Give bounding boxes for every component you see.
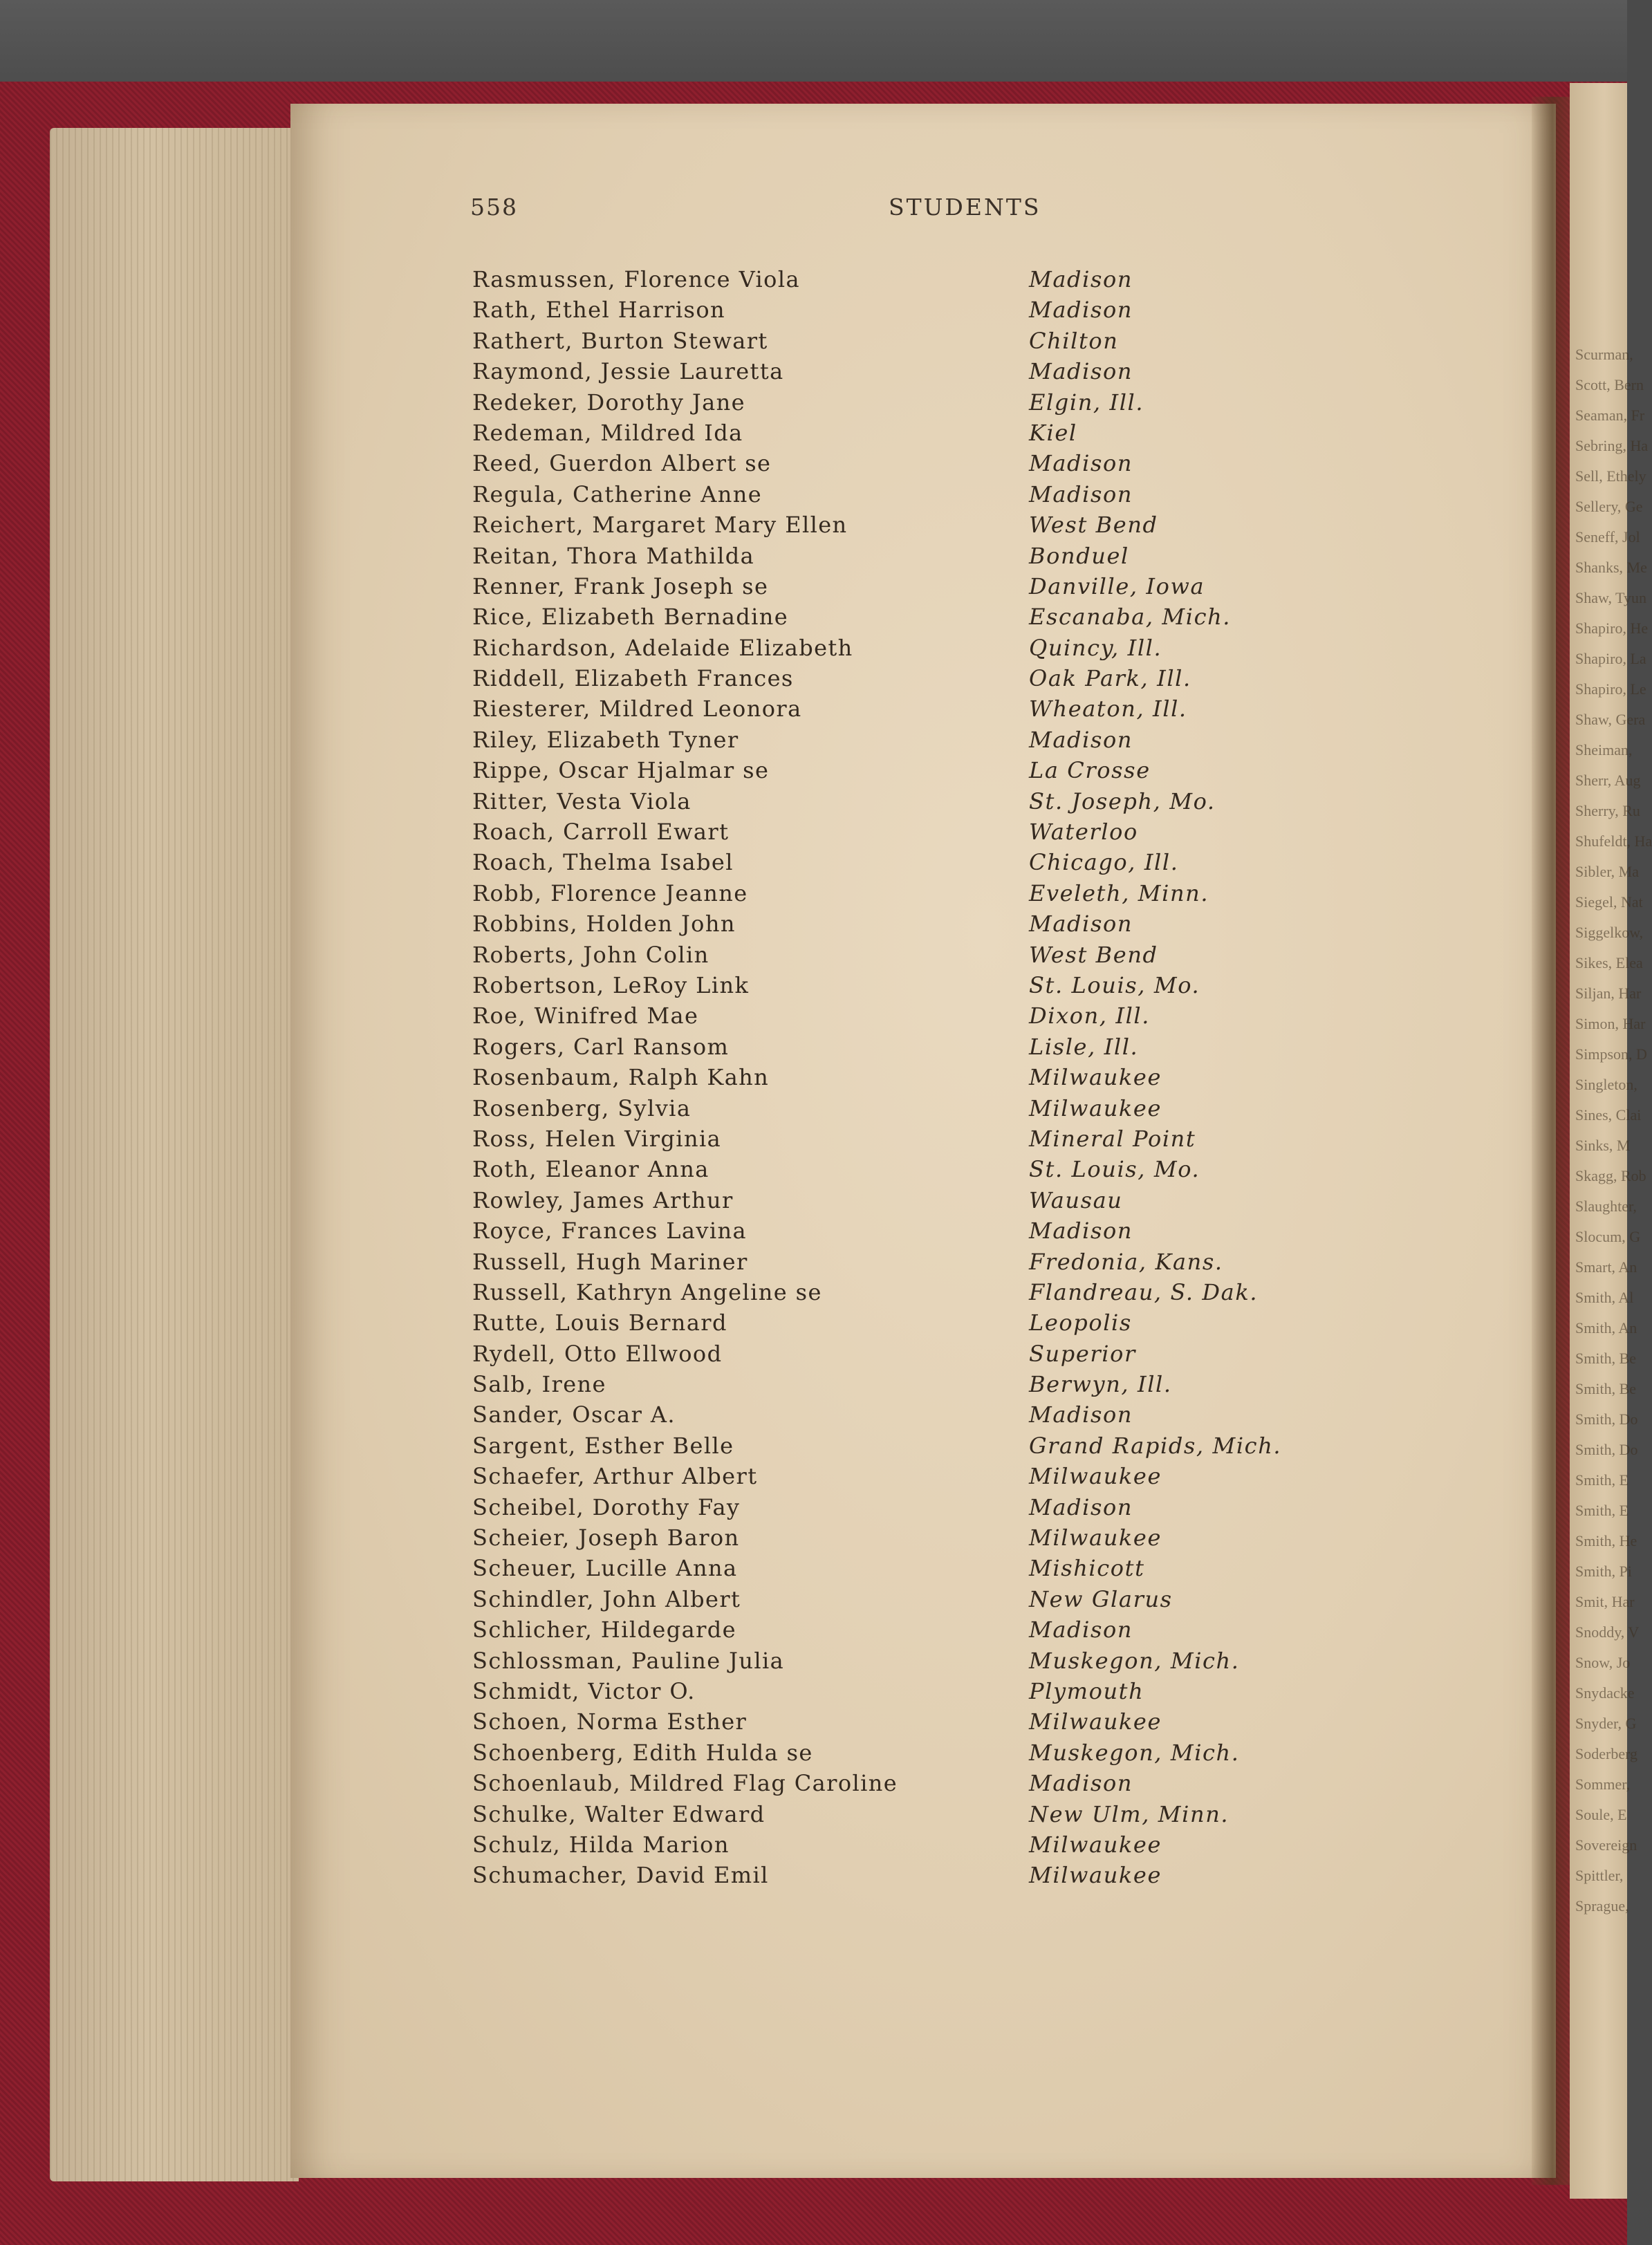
student-hometown: Escanaba, Mich. bbox=[1029, 604, 1232, 631]
adjacent-page-text: Smith, Do bbox=[1575, 1441, 1638, 1458]
student-entry bbox=[472, 295, 1344, 325]
adjacent-page-text: Shapiro, He bbox=[1575, 620, 1649, 637]
student-list bbox=[472, 264, 1344, 1891]
adjacent-page-text: Spittler, bbox=[1575, 1867, 1624, 1884]
student-hometown: Milwaukee bbox=[1029, 1525, 1162, 1552]
adjacent-page-text: Smith, E bbox=[1575, 1471, 1629, 1489]
student-entry bbox=[472, 1062, 1344, 1092]
student-hometown: Bonduel bbox=[1029, 542, 1129, 569]
adjacent-page-text: Siggelkow, bbox=[1575, 924, 1644, 941]
student-name: Riesterer, Mildred Leonora bbox=[472, 696, 802, 723]
student-entry bbox=[472, 817, 1344, 847]
student-entry bbox=[472, 448, 1344, 478]
student-hometown: Milwaukee bbox=[1029, 1831, 1162, 1858]
student-entry bbox=[472, 1154, 1344, 1184]
adjacent-page-text: Smith, Do bbox=[1575, 1410, 1638, 1428]
adjacent-page-text: Singleton, bbox=[1575, 1076, 1637, 1093]
student-hometown: West Bend bbox=[1029, 512, 1158, 539]
student-name: Schulz, Hilda Marion bbox=[472, 1831, 730, 1858]
adjacent-page-text: Siljan, Har bbox=[1575, 985, 1642, 1002]
student-hometown: Madison bbox=[1029, 481, 1133, 507]
adjacent-page-text: Smith, Pi bbox=[1575, 1563, 1632, 1580]
student-hometown: Madison bbox=[1029, 450, 1133, 477]
student-entry bbox=[472, 1032, 1344, 1062]
adjacent-page-text: Snydacke bbox=[1575, 1684, 1635, 1702]
book-gutter bbox=[1532, 97, 1573, 2185]
student-entry bbox=[472, 1185, 1344, 1215]
student-entry bbox=[472, 786, 1344, 817]
adjacent-page-text: Shaw, Gera bbox=[1575, 711, 1646, 728]
adjacent-page-text: Smith, Be bbox=[1575, 1380, 1637, 1397]
student-entry bbox=[472, 1399, 1344, 1430]
student-entry bbox=[472, 1339, 1344, 1369]
student-name: Renner, Frank Joseph se bbox=[472, 572, 769, 599]
adjacent-page-text: Sprague, bbox=[1575, 1897, 1629, 1915]
student-name: Rath, Ethel Harrison bbox=[472, 297, 725, 324]
student-name: Schoenberg, Edith Hulda se bbox=[472, 1739, 813, 1766]
adjacent-page-text: Shapiro, Le bbox=[1575, 680, 1646, 698]
student-hometown: Superior bbox=[1029, 1340, 1136, 1367]
student-entry bbox=[472, 1738, 1344, 1768]
student-entry bbox=[472, 1124, 1344, 1154]
student-name: Robbins, Holden John bbox=[472, 911, 736, 938]
student-entry bbox=[472, 387, 1344, 418]
adjacent-page-text: Seaman, Fr bbox=[1575, 407, 1645, 424]
student-hometown: Elgin, Ill. bbox=[1029, 389, 1144, 416]
student-entry bbox=[472, 909, 1344, 939]
student-name: Scheier, Joseph Baron bbox=[472, 1525, 740, 1552]
student-name: Regula, Catherine Anne bbox=[472, 481, 763, 507]
adjacent-page-text: Smith, Be bbox=[1575, 1350, 1637, 1367]
adjacent-page-text: Scott, Bern bbox=[1575, 376, 1644, 393]
student-entry bbox=[472, 326, 1344, 356]
student-entry bbox=[472, 479, 1344, 510]
student-hometown: Berwyn, Ill. bbox=[1029, 1371, 1172, 1398]
adjacent-page-text: Soderberg bbox=[1575, 1745, 1638, 1762]
page-edges bbox=[50, 128, 299, 2181]
student-name: Rowley, James Arthur bbox=[472, 1186, 734, 1213]
student-hometown: Milwaukee bbox=[1029, 1708, 1162, 1735]
adjacent-page-text: Shanks, Me bbox=[1575, 559, 1647, 576]
student-hometown: Milwaukee bbox=[1029, 1862, 1162, 1889]
student-name: Sargent, Esther Belle bbox=[472, 1432, 734, 1459]
student-name: Raymond, Jessie Lauretta bbox=[472, 358, 784, 385]
student-entry bbox=[472, 418, 1344, 448]
student-hometown: Milwaukee bbox=[1029, 1094, 1162, 1121]
student-hometown: Leopolis bbox=[1029, 1310, 1132, 1336]
student-entry bbox=[472, 1000, 1344, 1031]
student-hometown: Wausau bbox=[1029, 1186, 1123, 1213]
student-hometown: Lisle, Ill. bbox=[1029, 1033, 1139, 1060]
student-name: Roberts, John Colin bbox=[472, 941, 709, 968]
student-name: Robertson, LeRoy Link bbox=[472, 971, 750, 998]
student-entry bbox=[472, 663, 1344, 693]
student-hometown: Fredonia, Kans. bbox=[1029, 1248, 1223, 1275]
student-entry bbox=[472, 1215, 1344, 1246]
adjacent-page-text: Snyder, G bbox=[1575, 1715, 1637, 1732]
adjacent-page-text: Seneff, Jol bbox=[1575, 528, 1640, 546]
student-hometown: Oak Park, Ill. bbox=[1029, 665, 1191, 692]
student-name: Rippe, Oscar Hjalmar se bbox=[472, 757, 770, 784]
student-entry bbox=[472, 847, 1344, 877]
student-entry bbox=[472, 693, 1344, 724]
student-name: Riley, Elizabeth Tyner bbox=[472, 726, 739, 753]
student-name: Robb, Florence Jeanne bbox=[472, 879, 748, 906]
student-hometown: St. Louis, Mo. bbox=[1029, 1156, 1200, 1183]
student-name: Roth, Eleanor Anna bbox=[472, 1156, 709, 1183]
student-name: Ross, Helen Virginia bbox=[472, 1125, 722, 1152]
student-hometown: Milwaukee bbox=[1029, 1463, 1162, 1490]
student-name: Schumacher, David Emil bbox=[472, 1862, 769, 1889]
student-entry bbox=[472, 602, 1344, 632]
adjacent-page-text: Sibler, Ma bbox=[1575, 863, 1639, 880]
adjacent-page-text: Smit, Har bbox=[1575, 1593, 1635, 1610]
student-hometown: Waterloo bbox=[1029, 819, 1138, 846]
student-hometown: Mineral Point bbox=[1029, 1125, 1196, 1152]
student-name: Scheibel, Dorothy Fay bbox=[472, 1493, 741, 1520]
student-hometown: Milwaukee bbox=[1029, 1064, 1162, 1091]
student-entry bbox=[472, 878, 1344, 909]
adjacent-page-text: Smith, An bbox=[1575, 1319, 1637, 1336]
student-name: Richardson, Adelaide Elizabeth bbox=[472, 634, 853, 661]
student-name: Schaefer, Arthur Albert bbox=[472, 1463, 758, 1490]
student-entry bbox=[472, 725, 1344, 755]
adjacent-page-text: Shufeldt, Ha bbox=[1575, 832, 1652, 850]
student-entry bbox=[472, 1492, 1344, 1522]
adjacent-page-text: Shapiro, La bbox=[1575, 650, 1646, 667]
adjacent-page-text: Sell, Ethely bbox=[1575, 467, 1646, 485]
student-hometown: Madison bbox=[1029, 358, 1133, 385]
student-entry bbox=[472, 1553, 1344, 1583]
student-hometown: New Glarus bbox=[1029, 1585, 1173, 1612]
student-entry bbox=[472, 1646, 1344, 1676]
adjacent-page-text: Sinks, M bbox=[1575, 1137, 1631, 1154]
student-hometown: Madison bbox=[1029, 1617, 1133, 1643]
student-hometown: Dixon, Ill. bbox=[1029, 1003, 1151, 1030]
student-entry bbox=[472, 1277, 1344, 1307]
student-hometown: Plymouth bbox=[1029, 1677, 1144, 1704]
student-name: Rice, Elizabeth Bernadine bbox=[472, 604, 789, 631]
adjacent-page-text: Sherr, Aug bbox=[1575, 772, 1641, 789]
adjacent-page-text: Sovereign bbox=[1575, 1836, 1637, 1854]
student-name: Roach, Carroll Ewart bbox=[472, 819, 730, 846]
student-hometown: West Bend bbox=[1029, 941, 1158, 968]
adjacent-page-text: Smith, E bbox=[1575, 1502, 1629, 1519]
adjacent-page-text: Soule, E bbox=[1575, 1806, 1627, 1823]
adjacent-page-text: Slaughter, bbox=[1575, 1198, 1637, 1215]
adjacent-page-text: Snoddy, V bbox=[1575, 1623, 1640, 1641]
adjacent-page-text: Simon, Har bbox=[1575, 1015, 1646, 1032]
student-hometown: Madison bbox=[1029, 1401, 1133, 1428]
adjacent-page-text: Sherry, Ru bbox=[1575, 802, 1640, 819]
student-hometown: Mishicott bbox=[1029, 1555, 1145, 1582]
student-name: Royce, Frances Lavina bbox=[472, 1218, 748, 1245]
student-name: Schoenlaub, Mildred Flag Caroline bbox=[472, 1770, 898, 1797]
student-entry bbox=[472, 571, 1344, 602]
adjacent-page-text: Scurman, bbox=[1575, 346, 1633, 363]
student-entry bbox=[472, 1614, 1344, 1645]
student-entry bbox=[472, 1431, 1344, 1461]
student-name: Rogers, Carl Ransom bbox=[472, 1033, 730, 1060]
student-entry bbox=[472, 1093, 1344, 1124]
student-hometown: Chilton bbox=[1029, 327, 1119, 354]
adjacent-page-text: Sellery, Ge bbox=[1575, 498, 1643, 515]
student-name: Rosenberg, Sylvia bbox=[472, 1094, 692, 1121]
adjacent-page-text: Sikes, Elea bbox=[1575, 954, 1643, 971]
student-entry bbox=[472, 1369, 1344, 1399]
adjacent-page-text: Sommer, bbox=[1575, 1776, 1631, 1793]
student-entry bbox=[472, 1860, 1344, 1890]
student-entry bbox=[472, 1247, 1344, 1277]
student-hometown: Muskegon, Mich. bbox=[1029, 1647, 1240, 1674]
student-entry bbox=[472, 1584, 1344, 1614]
adjacent-page-text: Smith, He bbox=[1575, 1532, 1637, 1549]
student-hometown: Chicago, Ill. bbox=[1029, 849, 1179, 876]
student-name: Rasmussen, Florence Viola bbox=[472, 266, 800, 292]
student-name: Redeker, Dorothy Jane bbox=[472, 389, 745, 416]
adjacent-page-text: Siegel, Nat bbox=[1575, 893, 1643, 911]
student-entry bbox=[472, 1706, 1344, 1737]
student-entry bbox=[472, 940, 1344, 970]
student-name: Reichert, Margaret Mary Ellen bbox=[472, 512, 848, 539]
page-number: 558 bbox=[470, 194, 518, 221]
student-hometown: Madison bbox=[1029, 726, 1133, 753]
student-hometown: Muskegon, Mich. bbox=[1029, 1739, 1240, 1766]
student-name: Roe, Winifred Mae bbox=[472, 1003, 699, 1030]
adjacent-page-text: Sebring, Ha bbox=[1575, 437, 1649, 454]
student-entry bbox=[472, 755, 1344, 785]
student-name: Salb, Irene bbox=[472, 1371, 606, 1398]
student-name: Scheuer, Lucille Anna bbox=[472, 1555, 738, 1582]
student-entry bbox=[472, 1799, 1344, 1829]
student-name: Reed, Guerdon Albert se bbox=[472, 450, 772, 477]
page-header bbox=[470, 194, 1065, 228]
student-entry bbox=[472, 356, 1344, 386]
student-entry bbox=[472, 510, 1344, 540]
adjacent-page-text: Shaw, Tyun bbox=[1575, 589, 1646, 606]
student-hometown: St. Joseph, Mo. bbox=[1029, 788, 1216, 814]
student-hometown: Danville, Iowa bbox=[1029, 572, 1205, 599]
student-hometown: New Ulm, Minn. bbox=[1029, 1800, 1229, 1827]
student-hometown: Eveleth, Minn. bbox=[1029, 879, 1209, 906]
adjacent-page-text: Simpson, D bbox=[1575, 1045, 1647, 1063]
student-name: Schlossman, Pauline Julia bbox=[472, 1647, 785, 1674]
student-entry bbox=[472, 1307, 1344, 1338]
student-hometown: Madison bbox=[1029, 266, 1133, 292]
student-hometown: Madison bbox=[1029, 1218, 1133, 1245]
adjacent-page-text: Sheiman, bbox=[1575, 741, 1633, 758]
student-name: Russell, Hugh Mariner bbox=[472, 1248, 748, 1275]
student-name: Schoen, Norma Esther bbox=[472, 1708, 748, 1735]
student-name: Roach, Thelma Isabel bbox=[472, 849, 734, 876]
student-name: Schmidt, Victor O. bbox=[472, 1677, 696, 1704]
student-hometown: Kiel bbox=[1029, 419, 1077, 446]
adjacent-page-text: Sines, Clai bbox=[1575, 1106, 1642, 1124]
student-name: Schulke, Walter Edward bbox=[472, 1800, 765, 1827]
student-name: Riddell, Elizabeth Frances bbox=[472, 665, 794, 692]
student-entry bbox=[472, 1676, 1344, 1706]
student-name: Schlicher, Hildegarde bbox=[472, 1617, 736, 1643]
student-entry bbox=[472, 970, 1344, 1000]
adjacent-page-text: Skagg, Rob bbox=[1575, 1167, 1646, 1184]
student-hometown: Flandreau, S. Dak. bbox=[1029, 1278, 1259, 1305]
adjacent-page-text: Slocum, G bbox=[1575, 1228, 1641, 1245]
student-entry bbox=[472, 541, 1344, 571]
student-hometown: Madison bbox=[1029, 1770, 1133, 1797]
student-hometown: Madison bbox=[1029, 1493, 1133, 1520]
student-hometown: Quincy, Ill. bbox=[1029, 634, 1162, 661]
student-name: Russell, Kathryn Angeline se bbox=[472, 1278, 822, 1305]
adjacent-page-text: Smith, Al bbox=[1575, 1289, 1634, 1306]
student-name: Ritter, Vesta Viola bbox=[472, 788, 692, 814]
student-hometown: Wheaton, Ill. bbox=[1029, 696, 1187, 723]
adjacent-page-text: Smart, An bbox=[1575, 1258, 1637, 1276]
student-entry bbox=[472, 1522, 1344, 1553]
student-entry bbox=[472, 1829, 1344, 1860]
student-name: Rosenbaum, Ralph Kahn bbox=[472, 1064, 770, 1091]
adjacent-page bbox=[1570, 83, 1652, 2199]
student-name: Reitan, Thora Mathilda bbox=[472, 542, 755, 569]
student-hometown: Madison bbox=[1029, 297, 1133, 324]
page-title: STUDENTS bbox=[889, 194, 1041, 221]
student-hometown: St. Louis, Mo. bbox=[1029, 971, 1200, 998]
student-hometown: La Crosse bbox=[1029, 757, 1151, 784]
student-name: Sander, Oscar A. bbox=[472, 1401, 676, 1428]
student-name: Rutte, Louis Bernard bbox=[472, 1310, 727, 1336]
student-name: Schindler, John Albert bbox=[472, 1585, 741, 1612]
student-hometown: Grand Rapids, Mich. bbox=[1029, 1432, 1282, 1459]
student-hometown: Madison bbox=[1029, 911, 1133, 938]
student-name: Redeman, Mildred Ida bbox=[472, 419, 743, 446]
student-entry bbox=[472, 264, 1344, 295]
student-name: Rathert, Burton Stewart bbox=[472, 327, 768, 354]
student-entry bbox=[472, 1768, 1344, 1798]
student-entry bbox=[472, 633, 1344, 663]
adjacent-page-text: Snow, Jo bbox=[1575, 1654, 1631, 1671]
student-entry bbox=[472, 1461, 1344, 1491]
student-name: Rydell, Otto Ellwood bbox=[472, 1340, 723, 1367]
